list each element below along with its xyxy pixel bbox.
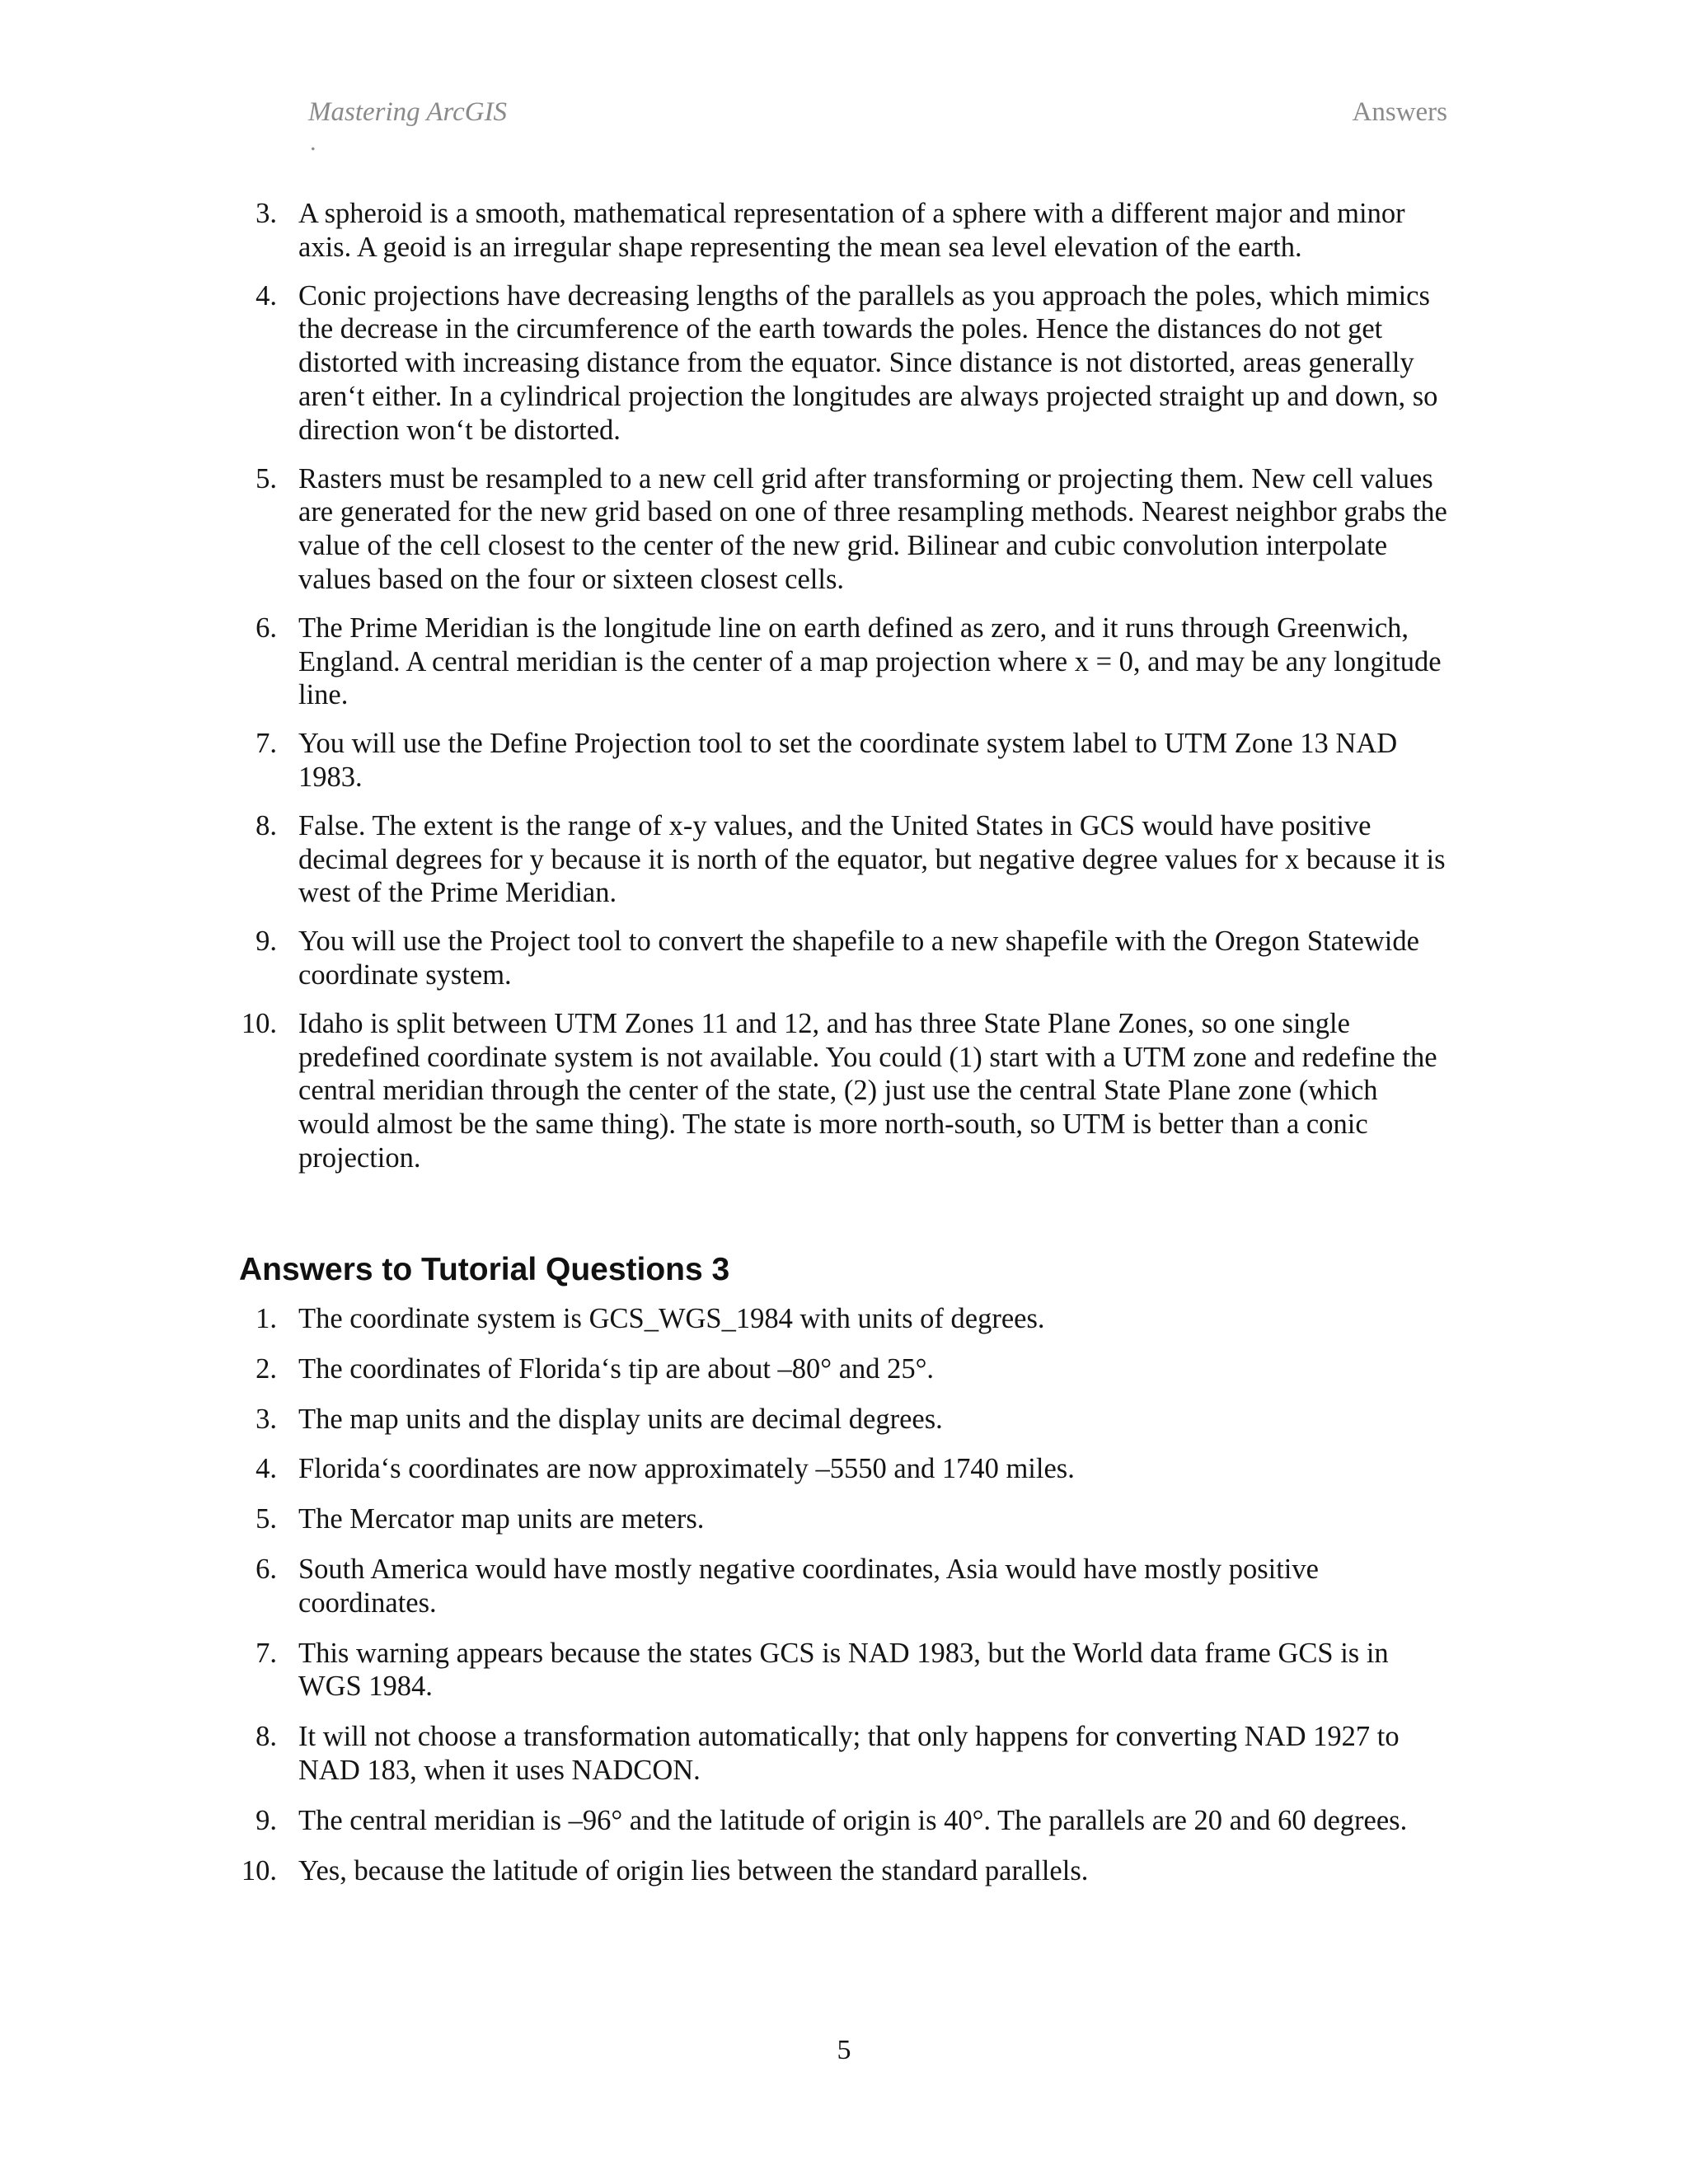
list-item [239,1720,1451,1788]
review-answers-list [239,197,1451,1175]
item-text: It will not choose a transformation automatically; that only happens for converting NAD 1927 to NAD 183, when it uses NADCON. [298,1721,1400,1786]
review-answers-block [239,197,1451,1175]
item-text: Conic projections have decreasing lengths of the parallels as you approach the poles, which mimics the decrease in the circumference of the earth towards the poles. Hence the distances do not get distorted with increasing distance from the equator. Since distance is not distorted, areas generally aren‘t either. In a cylindrical projection the longitudes are always projected straight up and down, so direction won‘t be distorted. [298,279,1438,446]
item-text: This warning appears because the states GCS is NAD 1983, but the World data frame GCS is in WGS 1984. [298,1637,1389,1703]
item-number: 9. [256,1804,277,1836]
item-text: False. The extent is the range of x-y values, and the United States in GCS would have positive decimal degrees for y because it is north of the equator, but negative degree values for x because it is west of the Prime Meridian. [298,809,1446,909]
item-text: Rasters must be resampled to a new cell grid after transforming or projecting them. New cell values are generated for the new grid based on one of three resampling methods. Nearest neighbor grabs the value of the cell closest to the center of the new grid. Bilinear and cubic convolution interpolate values based on the four or sixteen closest cells. [298,462,1447,595]
item-number: 8. [256,1721,277,1753]
item-number: 2. [256,1352,277,1385]
running-header-dot: . [310,129,316,156]
running-header-title: Mastering ArcGIS [308,97,508,127]
item-text: Idaho is split between UTM Zones 11 and 12, and has three State Plane Zones, so one single predefined coordinate system is not available. You could (1) start with a UTM zone and redefine the central meridian through the center of the state, (2) just use the central State Plane zone (which would almost be the same thing). The state is more north-south, so UTM is better than a conic projection. [298,1007,1437,1174]
tutorial-answers-block [239,1302,1451,1887]
item-text: The map units and the display units are decimal degrees. [298,1403,943,1435]
list-item [239,1553,1451,1620]
item-text: The coordinates of Florida‘s tip are about –80° and 25°. [298,1352,935,1385]
list-item [239,612,1451,712]
list-item [239,1007,1451,1175]
item-number: 6. [256,612,277,644]
item-number: 9. [256,926,277,958]
item-number: 3. [256,198,277,229]
item-text: The coordinate system is GCS_WGS_1984 with units of degrees. [298,1303,1045,1334]
item-text: A spheroid is a smooth, mathematical representation of a sphere with a different major and minor axis. A geoid is an irregular shape representing the mean sea level elevation of the earth. [298,198,1405,263]
list-item [239,462,1451,597]
item-number: 8. [256,809,277,841]
list-item [239,809,1451,910]
item-number: 10. [241,1007,277,1039]
item-number: 7. [256,1637,277,1669]
item-number: 6. [256,1553,277,1585]
item-text: You will use the Define Projection tool to set the coordinate system label to UTM Zone 13 NAD 1983. [298,728,1398,793]
list-item [239,1637,1451,1704]
item-text: South America would have mostly negative coordinates, Asia would have mostly positive coordinates. [298,1553,1319,1619]
item-text: Yes, because the latitude of origin lies between the standard parallels. [298,1854,1089,1886]
list-item [239,1352,1451,1386]
item-number: 5. [256,1503,277,1535]
section-heading: Answers to Tutorial Questions 3 [239,1252,730,1287]
item-text: You will use the Project tool to convert the shapefile to a new shapefile with the Oregon Statewide coordinate system. [298,926,1419,991]
item-number: 5. [256,462,277,494]
item-text: The central meridian is –96° and the latitude of origin is 40°. The parallels are 20 and 60 degrees. [298,1804,1408,1836]
list-item [239,1452,1451,1486]
page-number: 5 [837,2035,851,2065]
item-text: Florida‘s coordinates are now approximately –5550 and 1740 miles. [298,1453,1075,1485]
list-item [239,197,1451,265]
item-number: 7. [256,728,277,760]
list-item [239,1804,1451,1838]
list-item [239,1302,1451,1336]
item-text: The Prime Meridian is the longitude line on earth defined as zero, and it runs through Greenwich, England. A central meridian is the center of a map projection where x = 0, and may be any longitude line. [298,612,1442,711]
list-item [239,1403,1451,1436]
list-item [239,1502,1451,1536]
tutorial-section-heading-block [239,1251,1451,1289]
list-item [239,727,1451,794]
running-header-section: Answers [1352,97,1447,127]
list-item [239,925,1451,992]
list-item [239,279,1451,448]
item-number: 1. [256,1303,277,1334]
tutorial-answers-list [239,1302,1451,1887]
item-number: 10. [241,1854,277,1886]
item-number: 4. [256,1453,277,1485]
item-number: 4. [256,279,277,312]
item-number: 3. [256,1403,277,1435]
list-item [239,1854,1451,1888]
item-text: The Mercator map units are meters. [298,1503,705,1535]
